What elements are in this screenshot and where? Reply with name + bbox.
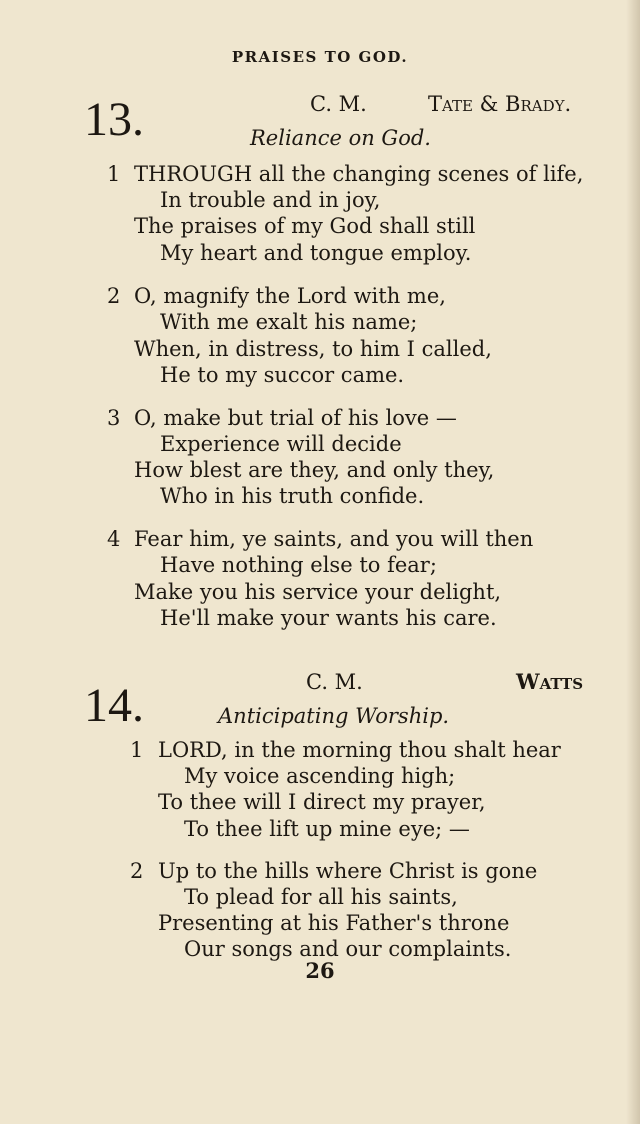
- verse-line: Up to the hills where Christ is gone: [158, 859, 538, 883]
- hymn-meter: C. M.: [310, 92, 367, 116]
- verse-line: Our songs and our complaints.: [184, 937, 512, 961]
- verse-line: The praises of my God shall still: [134, 214, 476, 238]
- verse-line: He'll make your wants his care.: [160, 606, 497, 630]
- verse-line: THROUGH all the changing scenes of life,: [134, 162, 584, 186]
- verse-line: Presenting at his Father's throne: [158, 911, 510, 935]
- verse-line: O, magnify the Lord with me,: [134, 284, 446, 308]
- verse-line: My voice ascending high;: [184, 764, 456, 788]
- verse-number: 1: [130, 738, 144, 762]
- verse-number: 2: [130, 859, 144, 883]
- verse-line: To thee will I direct my prayer,: [158, 790, 486, 814]
- hymn-title: Reliance on God.: [250, 126, 431, 150]
- hymn-number: 13.: [84, 93, 144, 146]
- verse-line: Who in his truth confide.: [160, 484, 425, 508]
- hymn-meter: C. M.: [306, 670, 363, 694]
- verse-line: He to my succor came.: [160, 363, 405, 387]
- verse-number: 1: [107, 162, 121, 186]
- verse-line: To thee lift up mine eye; —: [184, 817, 470, 841]
- verse-line: Fear him, ye saints, and you will then: [134, 527, 534, 551]
- page-edge-shadow: [626, 0, 640, 1124]
- verse-line: LORD, in the morning thou shalt hear: [158, 738, 561, 762]
- verse-number: 3: [107, 406, 121, 430]
- hymn-number: 14.: [84, 679, 144, 732]
- verse-line: Make you his service your delight,: [134, 580, 502, 604]
- verse-number: 2: [107, 284, 121, 308]
- verse-line: How blest are they, and only they,: [134, 458, 495, 482]
- verse-line: With me exalt his name;: [160, 310, 418, 334]
- hymn-title: Anticipating Worship.: [218, 704, 450, 728]
- verse-line: O, make but trial of his love —: [134, 406, 457, 430]
- page-number: 26: [305, 958, 335, 983]
- verse-number: 4: [107, 527, 121, 551]
- verse-line: In trouble and in joy,: [160, 188, 381, 212]
- verse-line: Experience will decide: [160, 432, 402, 456]
- hymn-author: Tate & Brady.: [428, 92, 572, 116]
- verse-line: To plead for all his saints,: [184, 885, 458, 909]
- hymn-author: Watts: [516, 669, 584, 694]
- verse-line: Have nothing else to fear;: [160, 553, 437, 577]
- verse-line: When, in distress, to him I called,: [134, 337, 492, 361]
- running-header: PRAISES TO GOD.: [231, 48, 409, 66]
- verse-line: My heart and tongue employ.: [160, 241, 472, 265]
